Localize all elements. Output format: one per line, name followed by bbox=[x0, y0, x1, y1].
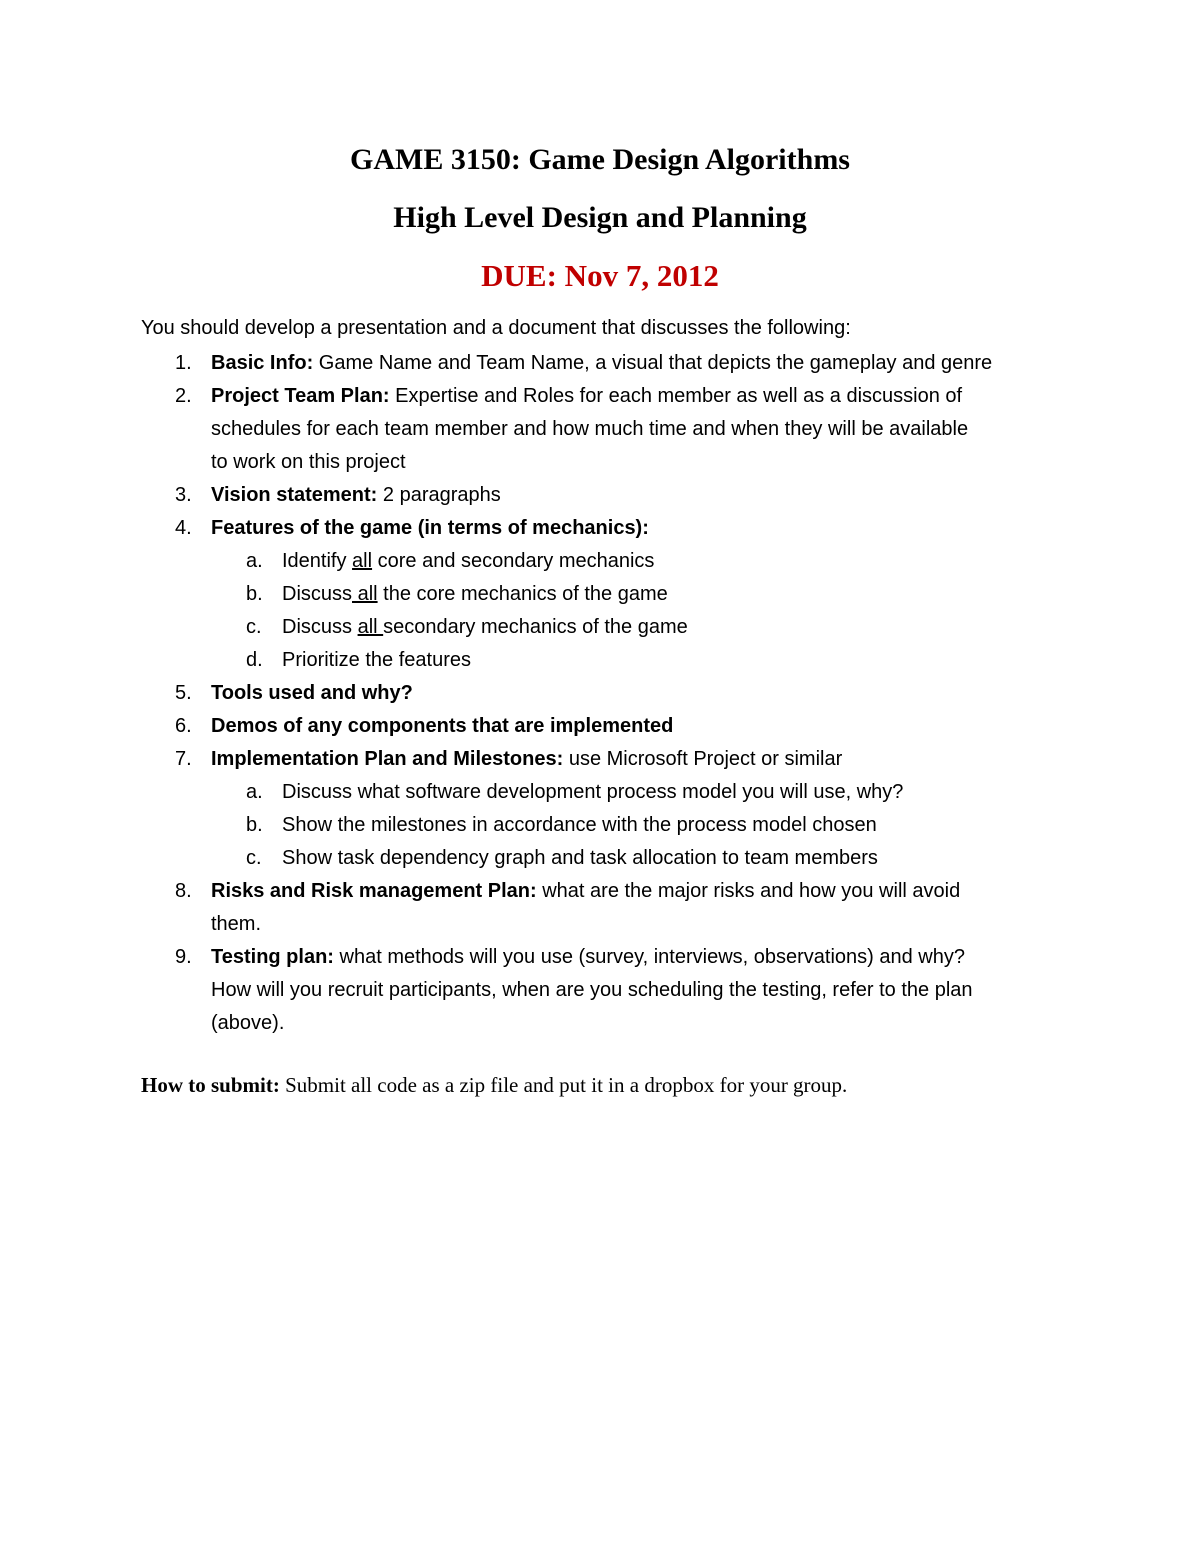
sub-item-letter: a. bbox=[246, 550, 263, 572]
sub-item-letter: d. bbox=[246, 649, 263, 671]
sub-item-text: Show task dependency graph and task allocation to team members bbox=[282, 847, 878, 869]
list-item-label: Vision statement: bbox=[211, 484, 378, 506]
list-item-text: (above). bbox=[211, 1012, 285, 1034]
document-subtitle: High Level Design and Planning bbox=[393, 201, 807, 234]
list-item-number: 9. bbox=[175, 946, 192, 968]
list-item-label: Implementation Plan and Milestones: bbox=[211, 748, 564, 770]
list-item-text: schedules for each team member and how much time and when they will be available bbox=[211, 418, 969, 440]
list-item-number: 7. bbox=[175, 748, 192, 770]
list-item-text: 2 paragraphs bbox=[377, 484, 501, 506]
sub-item-text: secondary mechanics of the game bbox=[383, 616, 688, 638]
emphasis-all: all bbox=[352, 550, 373, 572]
emphasis-all: all bbox=[352, 583, 378, 605]
list-item-number: 6. bbox=[175, 715, 192, 737]
list-item-text: use Microsoft Project or similar bbox=[563, 748, 843, 770]
list-item-label: Features of the game (in terms of mechanics): bbox=[211, 517, 649, 539]
emphasis-all: all bbox=[357, 616, 384, 638]
list-item-number: 1. bbox=[175, 352, 192, 374]
sub-item-letter: c. bbox=[246, 847, 262, 869]
list-item-label: Testing plan: bbox=[211, 946, 334, 968]
submit-label: How to submit: bbox=[141, 1073, 280, 1097]
sub-item-text: Identify bbox=[282, 550, 353, 572]
intro-text: You should develop a presentation and a document that discusses the following: bbox=[141, 317, 851, 339]
list-item-number: 5. bbox=[175, 682, 192, 704]
sub-item-text: Discuss bbox=[282, 583, 353, 605]
list-item-text: Game Name and Team Name, a visual that depicts the gameplay and genre bbox=[313, 352, 993, 374]
sub-item-letter: a. bbox=[246, 781, 263, 803]
list-item-label: Basic Info: bbox=[211, 352, 314, 374]
list-item-number: 8. bbox=[175, 880, 192, 902]
sub-item-letter: b. bbox=[246, 583, 263, 605]
sub-item-text: Show the milestones in accordance with the process model chosen bbox=[282, 814, 877, 836]
sub-item-text: Prioritize the features bbox=[282, 649, 471, 671]
sub-item-text: core and secondary mechanics bbox=[372, 550, 655, 572]
sub-item-text: the core mechanics of the game bbox=[377, 583, 668, 605]
list-item-label: Project Team Plan: bbox=[211, 385, 390, 407]
list-item-label: Tools used and why? bbox=[211, 682, 413, 704]
list-item-number: 2. bbox=[175, 385, 192, 407]
list-item-text: Expertise and Roles for each member as well as a discussion of bbox=[389, 385, 963, 407]
submission-instructions bbox=[141, 1070, 847, 1100]
sub-item-text: Discuss bbox=[282, 616, 358, 638]
sub-item-letter: b. bbox=[246, 814, 263, 836]
list-item-number: 4. bbox=[175, 517, 192, 539]
sub-item-text: Discuss what software development process model you will use, why? bbox=[282, 781, 904, 803]
due-date: DUE: Nov 7, 2012 bbox=[481, 258, 719, 293]
list-item-text: what are the major risks and how you will avoid bbox=[536, 880, 961, 902]
sub-item-letter: c. bbox=[246, 616, 262, 638]
submit-text: Submit all code as a zip file and put it in a dropbox for your group. bbox=[279, 1073, 848, 1097]
list-item-text: what methods will you use (survey, interviews, observations) and why? bbox=[333, 946, 965, 968]
list-item-text: to work on this project bbox=[211, 451, 406, 473]
list-item-label: Demos of any components that are implemented bbox=[211, 715, 674, 737]
list-item-label: Risks and Risk management Plan: bbox=[211, 880, 537, 902]
list-item-number: 3. bbox=[175, 484, 192, 506]
document-title: GAME 3150: Game Design Algorithms bbox=[350, 143, 850, 176]
list-item-text: them. bbox=[211, 913, 262, 935]
list-item-text: How will you recruit participants, when are you scheduling the testing, refer to the plan bbox=[211, 979, 973, 1001]
